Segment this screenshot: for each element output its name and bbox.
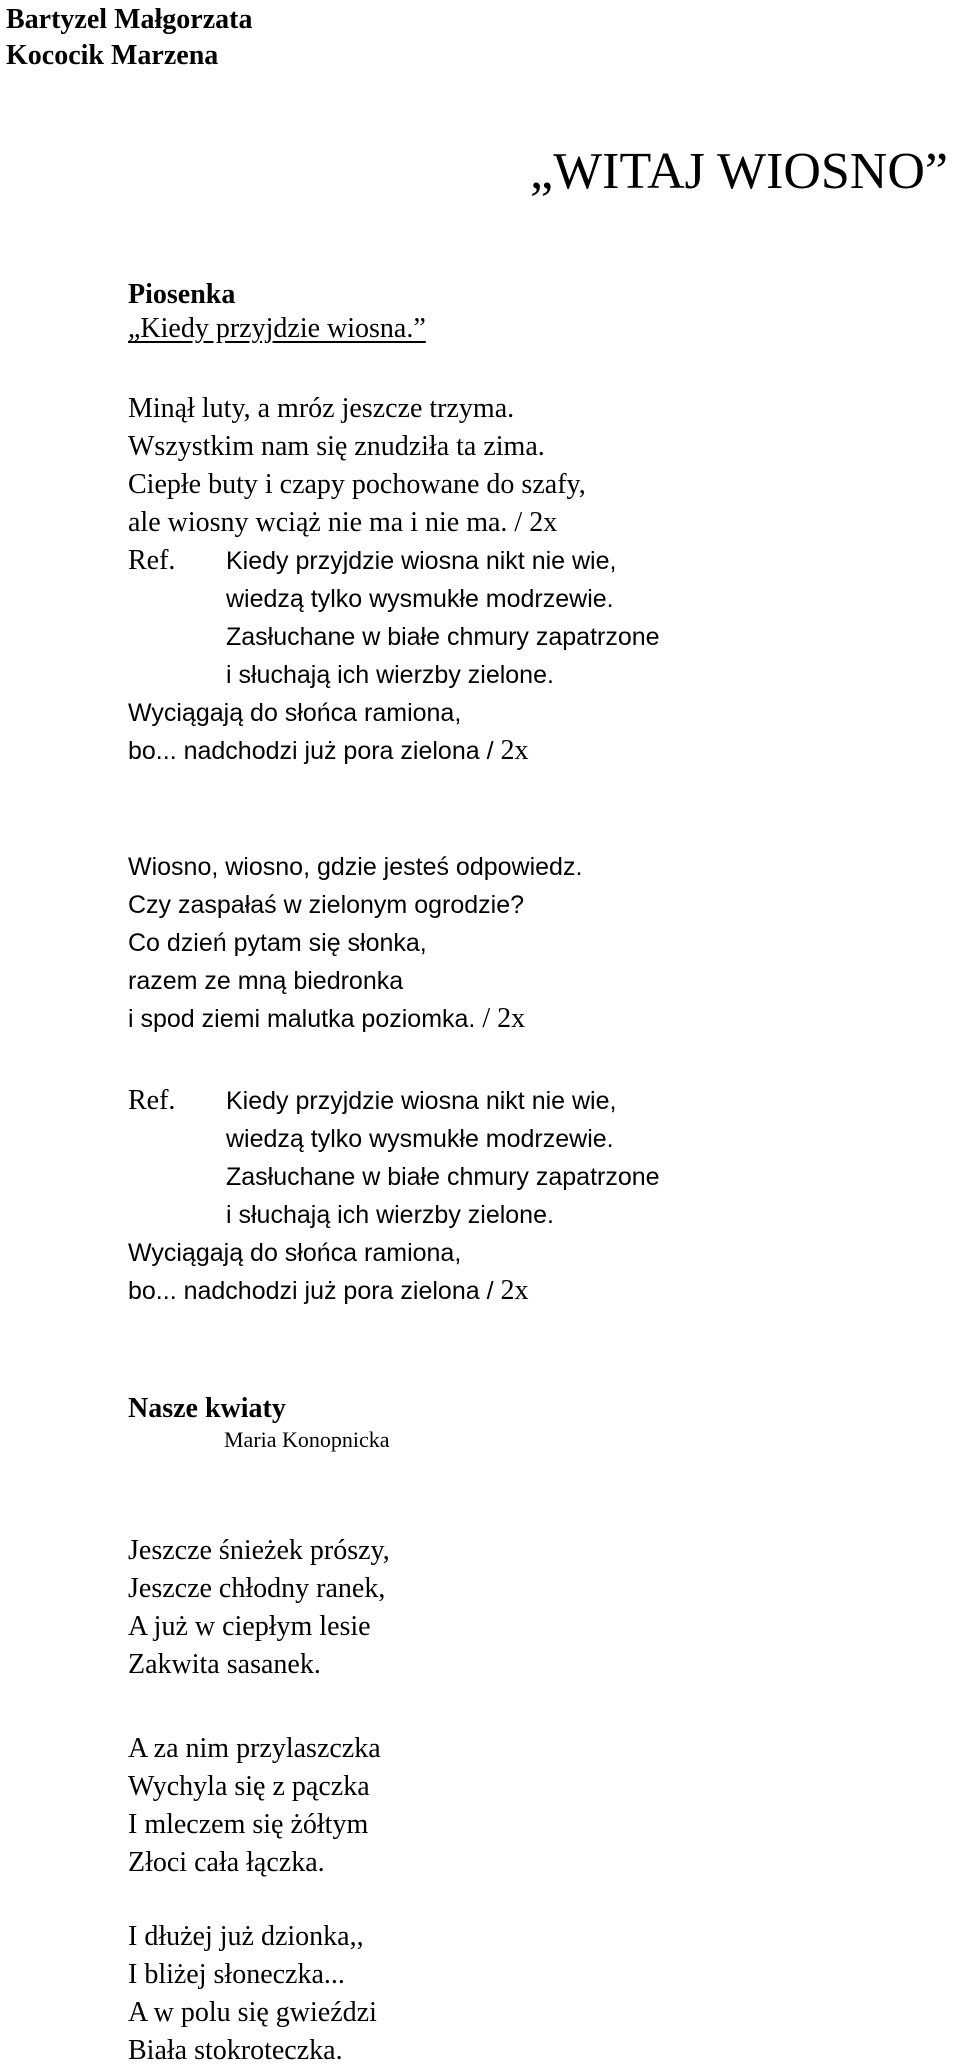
repeat-mark: 2x bbox=[500, 1275, 529, 1306]
refrain-line: Wyciągają do słońca ramiona, bbox=[128, 699, 462, 727]
refrain-line: Kiedy przyjdzie wiosna nikt nie wie, bbox=[226, 547, 617, 575]
verse-line: i spod ziemi malutka poziomka. bbox=[128, 1005, 483, 1033]
poem-stanza-2 bbox=[128, 1730, 381, 1882]
refrain-line: wiedzą tylko wysmukłe modrzewie. bbox=[226, 585, 614, 613]
poem-line: Biała stokroteczka. bbox=[128, 2035, 343, 2066]
refrain-label: Ref. bbox=[128, 1085, 176, 1116]
poem-line: A już w ciepłym lesie bbox=[128, 1611, 371, 1642]
verse-line: ale wiosny wciąż nie ma i nie ma. / 2x bbox=[128, 507, 558, 538]
repeat-mark: 2x bbox=[500, 735, 529, 766]
verse-line: Minął luty, a mróz jeszcze trzyma. bbox=[128, 393, 515, 424]
poem-line: A w polu się gwieździ bbox=[128, 1997, 377, 2028]
verse-line: Wszystkim nam się znudziła ta zima. bbox=[128, 431, 545, 462]
poem-section bbox=[128, 1392, 390, 1454]
song-subtitle: „Kiedy przyjdzie wiosna.” bbox=[128, 313, 426, 344]
author-name: Bartyzel Małgorzata bbox=[6, 4, 253, 35]
refrain-line: Zasłuchane w białe chmury zapatrzone bbox=[226, 623, 660, 651]
refrain-line: Zasłuchane w białe chmury zapatrzone bbox=[226, 1163, 660, 1191]
verse-line: Wiosno, wiosno, gdzie jesteś odpowiedz. bbox=[128, 853, 583, 881]
song-refrain-1 bbox=[128, 542, 660, 770]
verse-line: razem ze mną biedronka bbox=[128, 967, 404, 995]
verse-line: Ciepłe buty i czapy pochowane do szafy, bbox=[128, 469, 586, 500]
refrain-line: Wyciągają do słońca ramiona, bbox=[128, 1239, 462, 1267]
authors-header bbox=[6, 2, 252, 74]
poem-line: Jeszcze śnieżek prószy, bbox=[128, 1535, 390, 1566]
page-title: „WITAJ WIOSNO” bbox=[530, 143, 948, 200]
song-refrain-2 bbox=[128, 1082, 660, 1310]
poem-title: Nasze kwiaty bbox=[128, 1393, 286, 1424]
song-section bbox=[128, 278, 426, 346]
refrain-line: wiedzą tylko wysmukłe modrzewie. bbox=[226, 1125, 614, 1153]
poem-author: Maria Konopnicka bbox=[224, 1427, 390, 1452]
song-heading: Piosenka bbox=[128, 279, 236, 310]
poem-line: Jeszcze chłodny ranek, bbox=[128, 1573, 386, 1604]
refrain-line: Kiedy przyjdzie wiosna nikt nie wie, bbox=[226, 1087, 617, 1115]
refrain-line: i słuchają ich wierzby zielone. bbox=[226, 1201, 554, 1229]
repeat-mark: / 2x bbox=[482, 1003, 526, 1034]
poem-line: A za nim przylaszczka bbox=[128, 1733, 381, 1764]
refrain-line: bo... nadchodzi już pora zielona / bbox=[128, 737, 501, 765]
poem-line: Złoci cała łączka. bbox=[128, 1847, 325, 1878]
song-verse-1 bbox=[128, 390, 586, 542]
poem-stanza-3 bbox=[128, 1918, 377, 2070]
refrain-label: Ref. bbox=[128, 545, 176, 576]
poem-stanza-1 bbox=[128, 1532, 390, 1684]
poem-line: I bliżej słoneczka... bbox=[128, 1959, 345, 1990]
verse-line: Czy zaspałaś w zielonym ogrodzie? bbox=[128, 891, 525, 919]
author-name: Kococik Marzena bbox=[6, 40, 219, 71]
poem-line: Zakwita sasanek. bbox=[128, 1649, 321, 1680]
poem-line: Wychyla się z pączka bbox=[128, 1771, 370, 1802]
verse-line: Co dzień pytam się słonka, bbox=[128, 929, 427, 957]
poem-line: I mleczem się żółtym bbox=[128, 1809, 369, 1840]
refrain-line: bo... nadchodzi już pora zielona / bbox=[128, 1277, 501, 1305]
refrain-line: i słuchają ich wierzby zielone. bbox=[226, 661, 554, 689]
poem-line: I dłużej już dzionka,, bbox=[128, 1921, 364, 1952]
song-verse-2 bbox=[128, 848, 582, 1038]
